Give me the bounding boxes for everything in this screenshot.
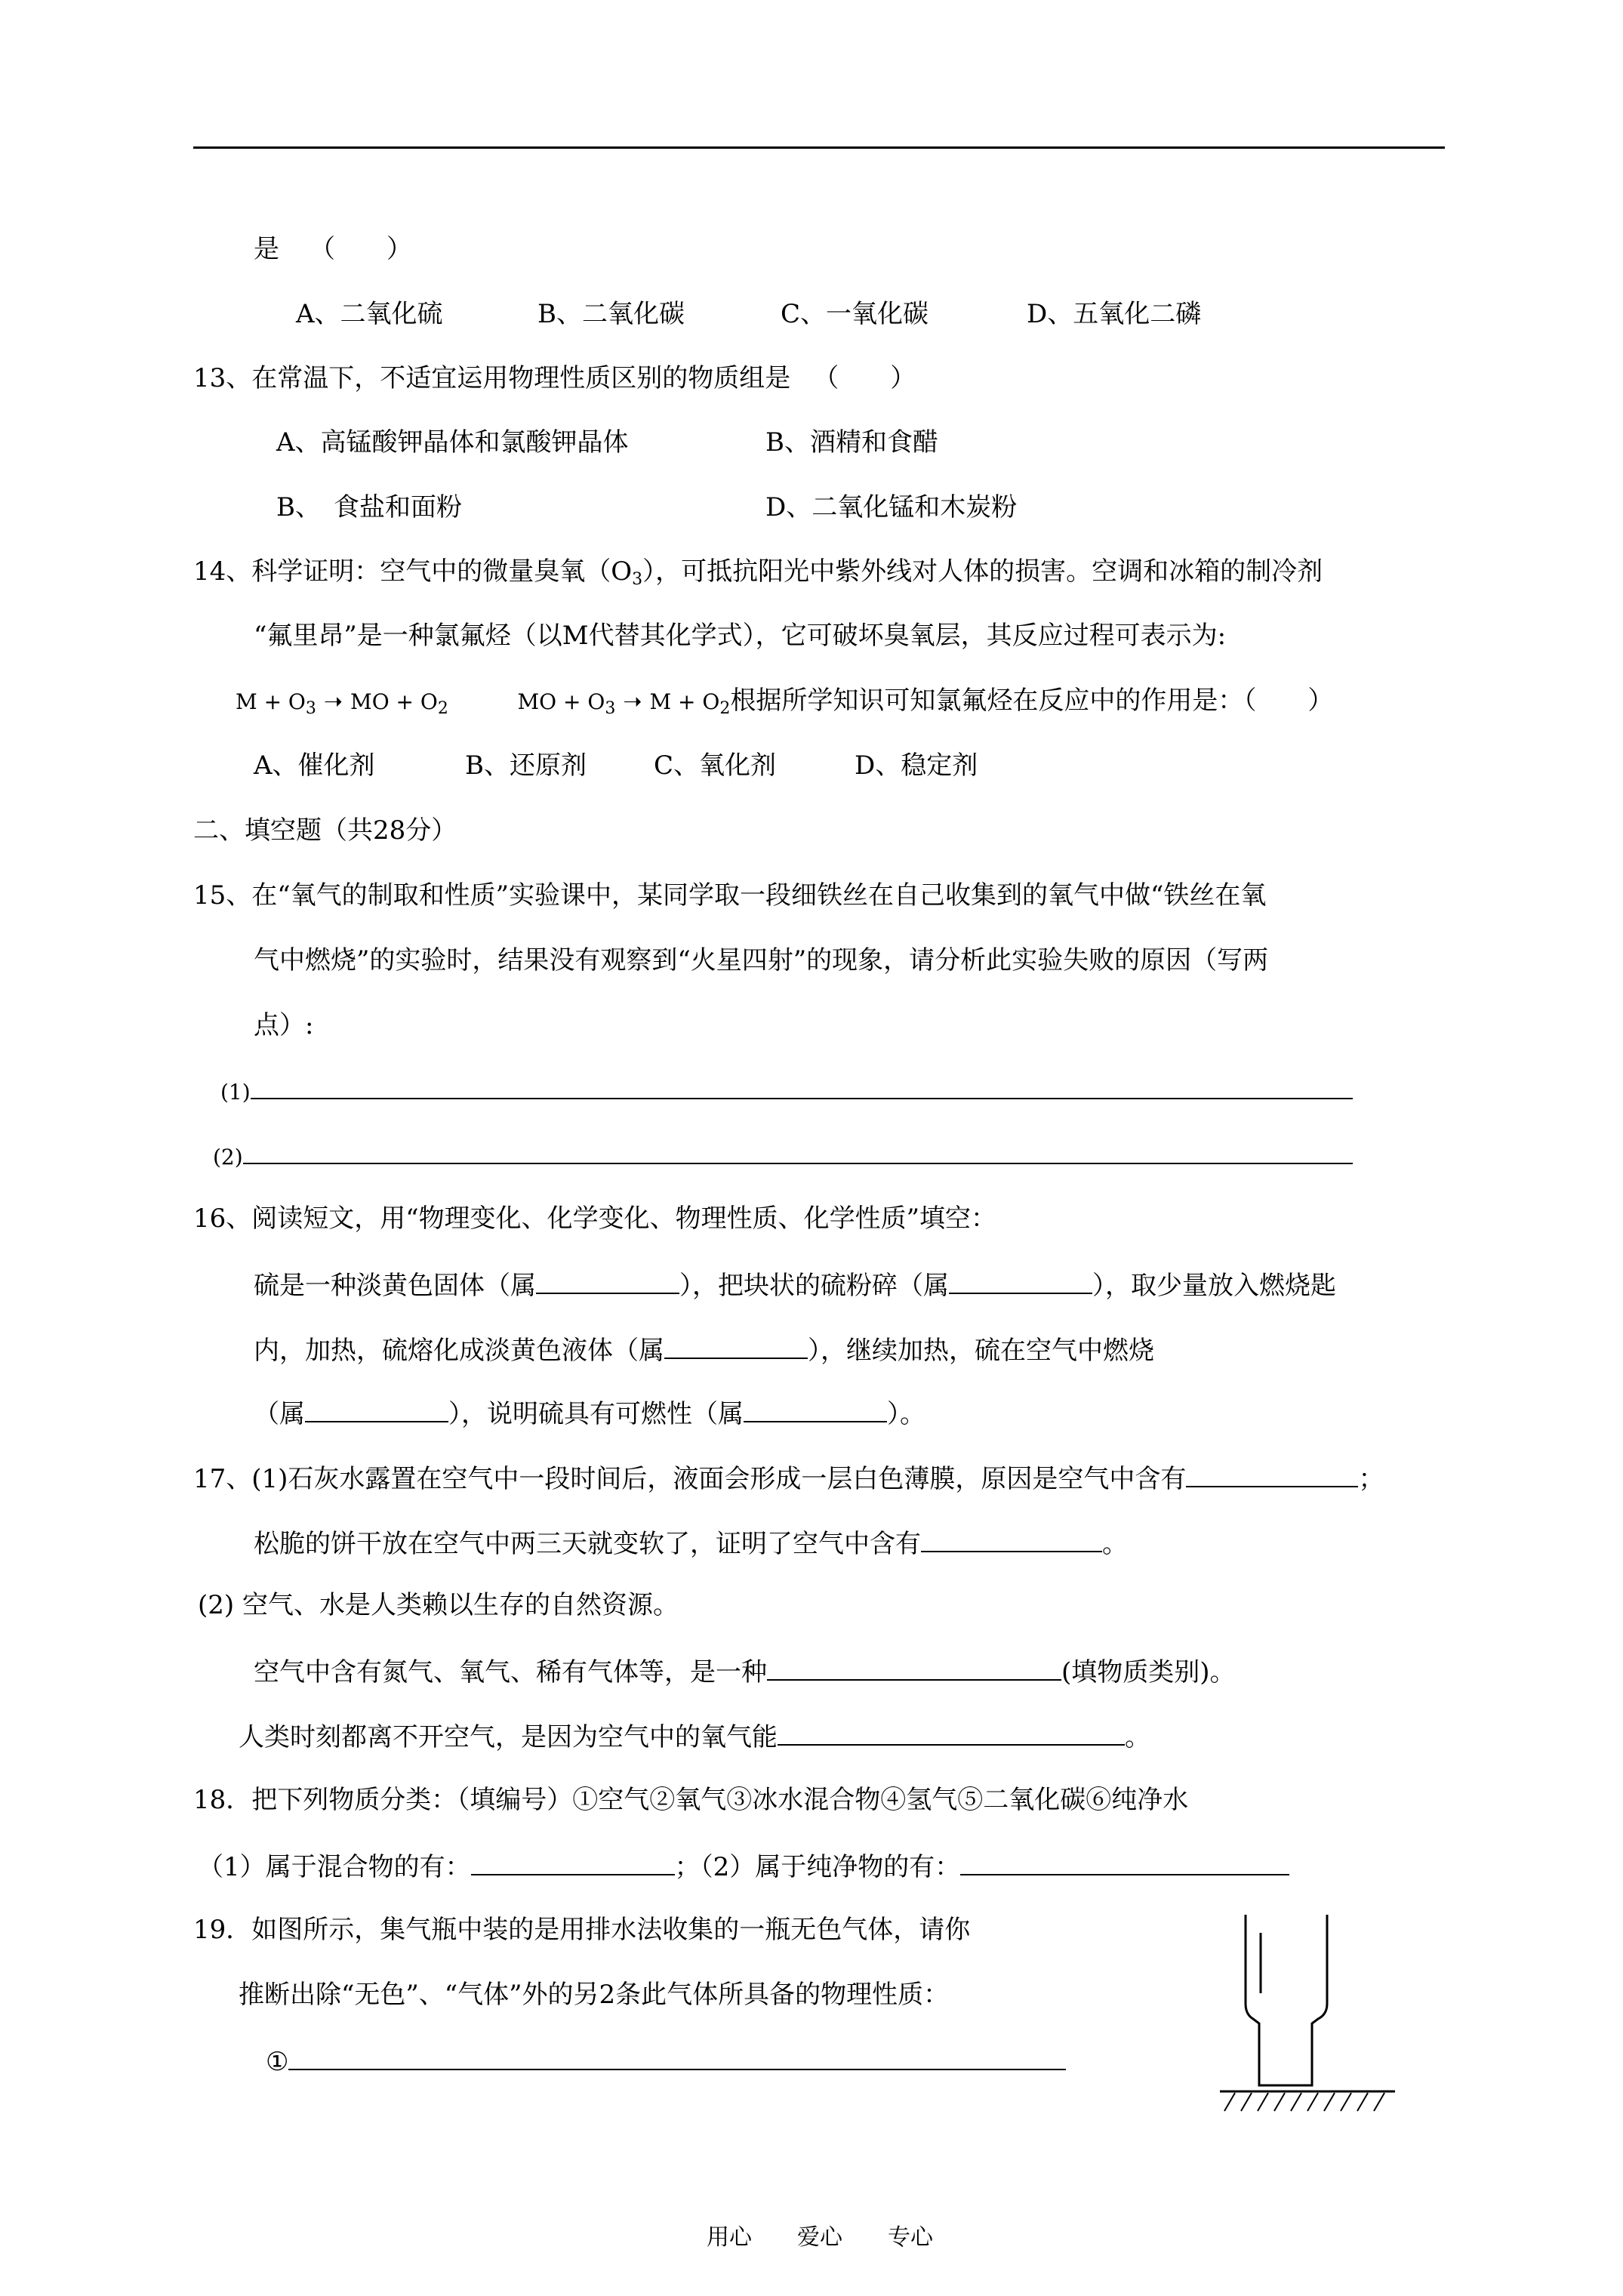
q15-line3: 点）: — [254, 1010, 314, 1040]
q18-line2: （1）属于混合物的有： ；（2）属于纯净物的有： — [198, 1850, 1289, 1882]
answer-blank[interactable] — [1186, 1462, 1358, 1487]
answer-blank[interactable] — [778, 1720, 1125, 1746]
q17-line4: 空气中含有氮气、氧气、稀有气体等，是一种 (填物质类别)。 — [254, 1655, 1236, 1687]
footer-item: 用心 — [707, 2224, 752, 2251]
header-rule — [193, 146, 1445, 149]
q17-line2: 松脆的饼干放在空气中两三天就变软了，证明了空气中含有 。 — [254, 1527, 1128, 1559]
q12-option-a: A、二氧化硫 — [296, 299, 443, 329]
q14-equations: $M + O_3$ ➝ MO + $O_2$ MO + $O_3$ ➝ $M + O_2$根据所学知识可知氯氟烃在反应中的作用是：（ ） — [236, 686, 1334, 718]
q13-option-c: B、 食盐和面粉 — [276, 492, 462, 522]
section-title: 二、填空题（共28分） — [193, 815, 457, 846]
answer-blank[interactable] — [471, 1850, 675, 1875]
q15-line2: 气中燃烧”的实验时，结果没有观察到“火星四射”的现象，请分析此实验失败的原因（写两 — [254, 945, 1269, 975]
q19-line2: 推断出除“无色”、“气体”外的另2条此气体所具备的物理性质： — [239, 1980, 950, 2010]
q13-option-b: B、酒精和食醋 — [765, 427, 938, 458]
q15-line1: 15、在“氧气的制取和性质”实验课中，某同学取一段细铁丝在自己收集到的氧气中做“铁丝在氧 — [193, 880, 1267, 911]
q14-line2: “氟里昂”是一种氯氟烃（以M代替其化学式），它可破坏臭氧层，其反应过程可表示为: — [254, 621, 1227, 651]
q17-line5: 人类时刻都离不开空气，是因为空气中的氧气能 。 — [239, 1720, 1150, 1752]
answer-blank[interactable] — [949, 1268, 1092, 1294]
q17-part2: (2) 空气、水是人类赖以生存的自然资源。 — [198, 1590, 679, 1620]
q12-option-c: C、一氧化碳 — [781, 299, 929, 329]
answer-blank[interactable] — [921, 1527, 1102, 1552]
answer-blank[interactable] — [767, 1655, 1061, 1681]
q12-options — [296, 299, 1201, 329]
answer-blank[interactable] — [288, 2045, 1066, 2070]
q14-option-b: B、还原剂 — [465, 750, 587, 781]
answer-blank[interactable] — [536, 1268, 679, 1294]
gas-bottle-figure — [1208, 1744, 1412, 2122]
q13-stem: 13、在常温下，不适宜运用物理性质区别的物质组是 （ ） — [193, 363, 916, 393]
arrow-icon: ➝ — [623, 689, 642, 715]
q12-continuation: 是 （ ） — [254, 234, 412, 264]
q16-line1: 16、阅读短文，用“物理变化、化学变化、物理性质、化学性质”填空： — [193, 1203, 997, 1234]
q15-answer-1: (1) — [220, 1074, 1353, 1108]
q19-line1: 19．如图所示，集气瓶中装的是用排水法收集的一瓶无色气体，请你 — [193, 1915, 971, 1945]
q16-line2: 硫是一种淡黄色固体（属 ），把块状的硫粉碎（属 ），取少量放入燃烧匙 — [254, 1268, 1336, 1301]
q13-option-d: D、二氧化锰和木炭粉 — [765, 492, 1018, 522]
page-footer — [707, 2218, 933, 2251]
arrow-icon: ➝ — [323, 689, 343, 715]
answer-blank[interactable] — [251, 1074, 1353, 1099]
q15-answer-2: (2) — [213, 1139, 1353, 1173]
answer-blank[interactable] — [243, 1139, 1353, 1164]
q13-option-a: A、高锰酸钾晶体和氯酸钾晶体 — [276, 427, 629, 458]
q17-line1: 17、(1)石灰水露置在空气中一段时间后，液面会形成一层白色薄膜，原因是空气中含有 ； — [193, 1462, 1384, 1494]
answer-blank[interactable] — [305, 1397, 448, 1422]
answer-blank[interactable] — [664, 1333, 808, 1359]
q18-line1: 18．把下列物质分类：（填编号）①空气②氧气③冰水混合物④氢气⑤二氧化碳⑥纯净水 — [193, 1785, 1189, 1815]
q14-option-c: C、氧化剂 — [654, 750, 777, 781]
footer-item: 爱心 — [797, 2224, 842, 2251]
q14-option-d: D、稳定剂 — [855, 750, 978, 781]
q16-line3: 内，加热，硫熔化成淡黄色液体（属 ），继续加热，硫在空气中燃烧 — [254, 1333, 1154, 1366]
q19-answer-1: ① — [266, 2045, 1066, 2077]
footer-item: 专心 — [888, 2224, 933, 2251]
q12-option-b: B、二氧化碳 — [537, 299, 685, 329]
q12-option-d: D、五氧化二磷 — [1027, 299, 1202, 329]
q14-options — [254, 750, 978, 781]
answer-blank[interactable] — [744, 1397, 887, 1422]
q16-line4: （属 ），说明硫具有可燃性（属 ）。 — [254, 1397, 925, 1429]
q14-option-a: A、催化剂 — [254, 750, 375, 781]
q14-line1: 14、科学证明：空气中的微量臭氧$(O_3)$，可抵抗阳光中紫外线对人体的损害。空调和冰箱的制冷剂 — [193, 556, 1323, 589]
